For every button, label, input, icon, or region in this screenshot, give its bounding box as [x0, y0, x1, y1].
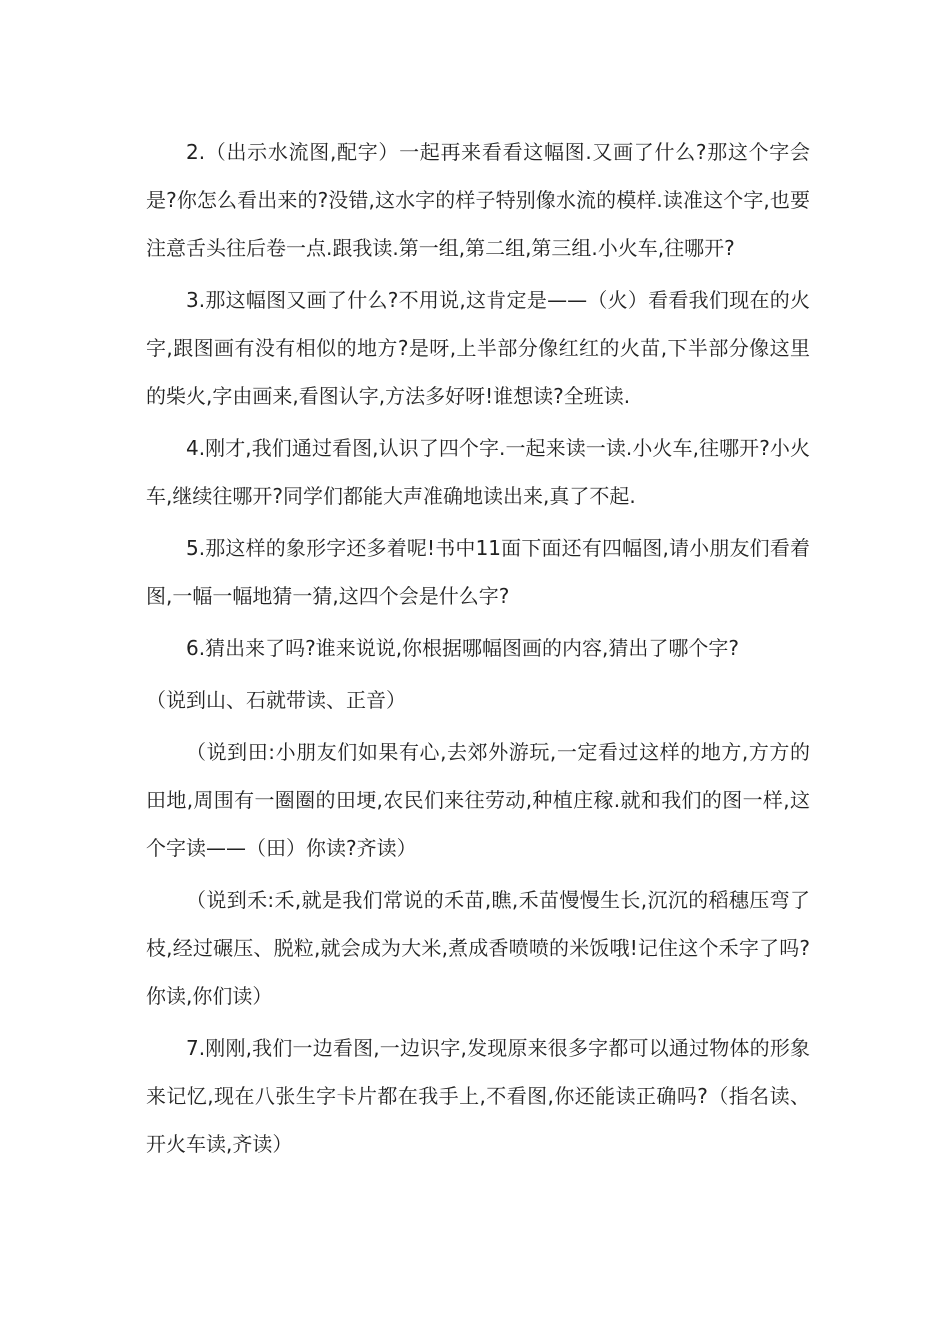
paragraph-step-3: 3.那这幅图又画了什么?不用说,这肯定是——（火）看看我们现在的火字,跟图画有没有相似的地方?是呀,上半部分像红红的火苗,下半部分像这里的柴火,字由画来,看图认字,方法多好呀!谁想读?全班读. — [146, 288, 810, 408]
paragraph-note-tian: （说到田:小朋友们如果有心,去郊外游玩,一定看过这样的地方,方方的田地,周围有一圈圈的田埂,农民们来往劳动,种植庄稼.就和我们的图一样,这个字读——（田）你读?齐读） — [146, 740, 810, 860]
paragraph-note-shan-shi: （说到山、石就带读、正音） — [146, 688, 406, 712]
paragraph-step-4: 4.刚才,我们通过看图,认识了四个字.一起来读一读.小火车,往哪开?小火车,继续往哪开?同学们都能大声准确地读出来,真了不起. — [146, 436, 810, 508]
document-body — [146, 128, 810, 1172]
paragraph-note-he: （说到禾:禾,就是我们常说的禾苗,瞧,禾苗慢慢生长,沉沉的稻穗压弯了枝,经过碾压、脱粒,就会成为大米,煮成香喷喷的米饭哦!记住这个禾字了吗?你读,你们读） — [146, 888, 810, 1008]
paragraph-step-2: 2.（出示水流图,配字）一起再来看看这幅图.又画了什么?那这个字会是?你怎么看出来的?没错,这水字的样子特别像水流的模样.读准这个字,也要注意舌头往后卷一点.跟我读.第一组,第二组,第三组.小火车,往哪开? — [146, 140, 810, 260]
paragraph-step-6: 6.猜出来了吗?谁来说说,你根据哪幅图画的内容,猜出了哪个字? — [186, 636, 740, 660]
paragraph-step-5: 5.那这样的象形字还多着呢!书中11面下面还有四幅图,请小朋友们看着图,一幅一幅地猜一猜,这四个会是什么字? — [146, 536, 810, 608]
paragraph-step-7: 7.刚刚,我们一边看图,一边识字,发现原来很多字都可以通过物体的形象来记忆,现在八张生字卡片都在我手上,不看图,你还能读正确吗?（指名读、开火车读,齐读） — [146, 1036, 810, 1156]
